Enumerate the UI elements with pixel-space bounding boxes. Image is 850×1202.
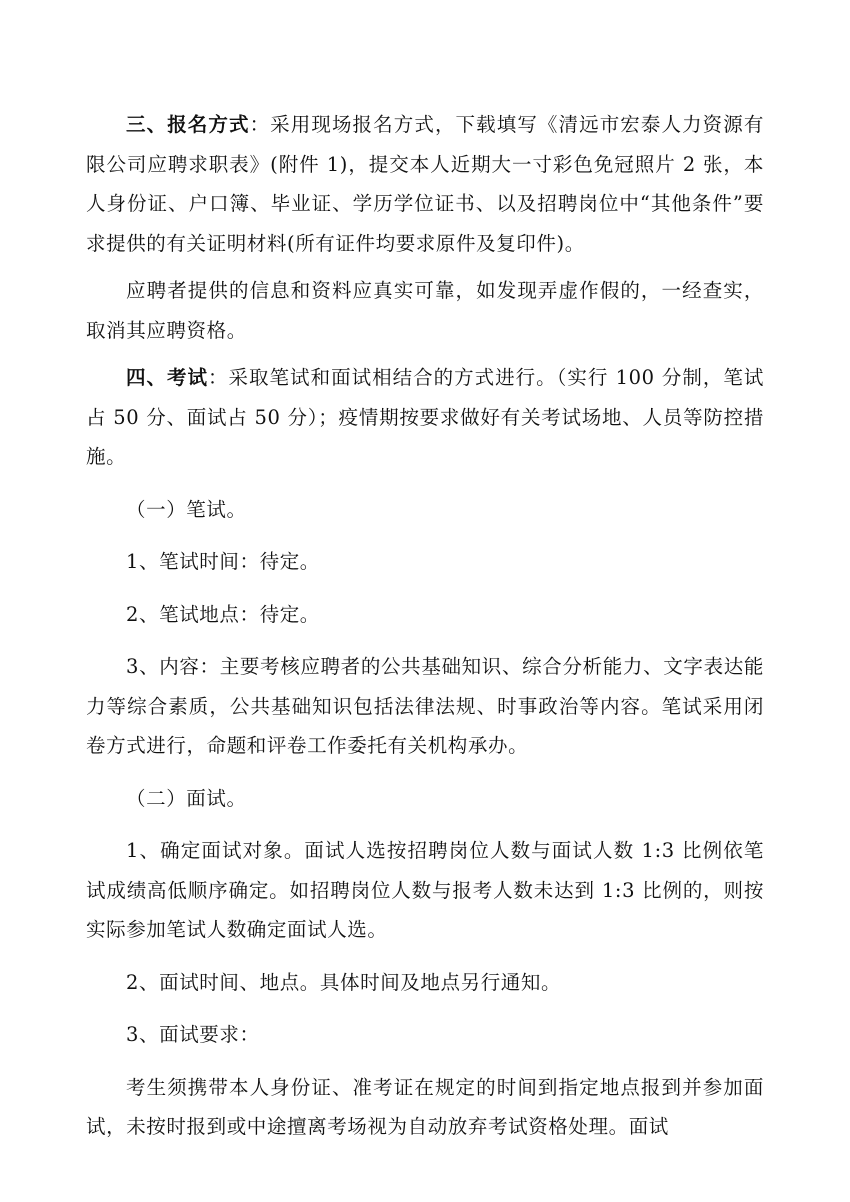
written-exam-item-3: 3、内容：主要考核应聘者的公共基础知识、综合分析能力、文字表达能力等综合素质，公共基础知识包括法律法规、时事政治等内容。笔试采用闭卷方式进行，命题和评卷工作委托有关机构承办。 [86, 655, 764, 757]
interview-item-3: 3、面试要求： [126, 1023, 260, 1046]
written-exam-item-1: 1、笔试时间：待定。 [126, 550, 320, 573]
section-4-body: ：采取笔试和面试相结合的方式进行。（实行 100 分制，笔试占 50 分、面试占 50 分）；疫情期按要求做好有关考试场地、人员等防控措施。 [86, 366, 764, 468]
section-3-paragraph [86, 105, 764, 263]
interview-item-1: 1、确定面试对象。面试人选按招聘岗位人数与面试人数 1:3 比例依笔试成绩高低顺序确定。如招聘岗位人数与报考人数未达到 1:3 比例的，则按实际参加笔试人数确定面试人选。 [86, 839, 764, 941]
written-exam-title: （一）笔试。 [126, 497, 247, 521]
section-3-heading: 三、报名方式 [126, 113, 250, 136]
interview-item-2: 2、面试时间、地点。具体时间及地点另行通知。 [126, 970, 562, 994]
document-page [86, 105, 764, 1147]
interview-title: （二）面试。 [126, 786, 247, 810]
section-3-note: 应聘者提供的信息和资料应真实可靠，如发现弄虚作假的，一经查实，取消其应聘资格。 [86, 279, 764, 342]
section-4-paragraph [86, 358, 764, 477]
section-4-heading: 四、考试 [126, 366, 209, 389]
section-3-body: ：采用现场报名方式，下载填写《清远市宏泰人力资源有限公司应聘求职表》(附件 1)，提交本人近期大一寸彩色免冠照片 2 张，本人身份证、户口簿、毕业证、学历学位证书、以及招聘岗位中“其他条件”要求提供的有关证明材料(所有证件均要求原件及复印件)。 [86, 113, 764, 255]
written-exam-item-2: 2、笔试地点：待定。 [126, 602, 320, 626]
interview-requirement: 考生须携带本人身份证、准考证在规定的时间到指定地点报到并参加面试，未按时报到或中途擅离考场视为自动放弃考试资格处理。面试 [86, 1075, 764, 1138]
